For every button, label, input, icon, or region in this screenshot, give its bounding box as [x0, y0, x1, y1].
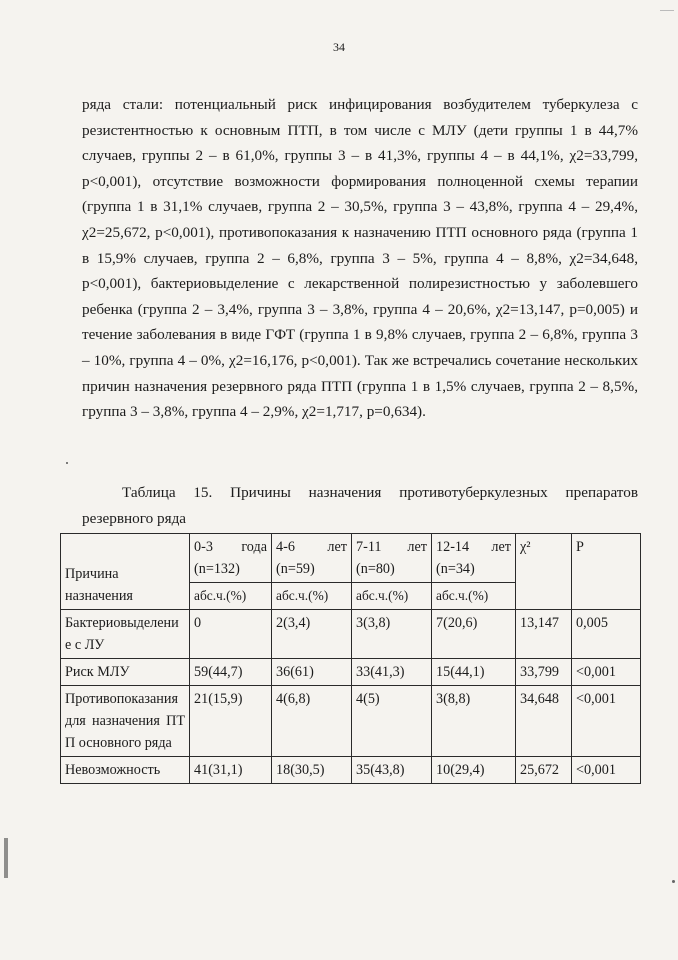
table-row — [61, 757, 641, 784]
scan-artifact — [672, 880, 675, 883]
header-group-4 — [432, 534, 516, 583]
cell-group-1: 0 — [190, 610, 272, 659]
scan-artifact — [66, 462, 68, 464]
table-caption — [82, 480, 638, 531]
cell-group-2: 36(61) — [272, 659, 352, 686]
header-group-2-age: 4-6 лет — [276, 539, 347, 555]
cell-group-1: 59(44,7) — [190, 659, 272, 686]
cell-group-3: 4(5) — [352, 686, 432, 757]
table-row — [61, 686, 641, 757]
header-group-4-age: 12-14 лет — [436, 539, 511, 555]
cell-group-1: 21(15,9) — [190, 686, 272, 757]
table-caption-line-1: Таблица 15. Причины назначения противотуберкулезных препаратов — [122, 484, 638, 501]
header-group-4-n: (n=34) — [436, 561, 475, 577]
scan-artifact — [660, 10, 674, 11]
header-group-3-age: 7-11 лет — [356, 539, 427, 555]
row-reason: Риск МЛУ — [61, 659, 190, 686]
cell-group-2: 18(30,5) — [272, 757, 352, 784]
header-chi-square: χ² — [516, 534, 572, 610]
cell-group-2: 2(3,4) — [272, 610, 352, 659]
cell-group-1: 41(31,1) — [190, 757, 272, 784]
page-number: 34 — [333, 40, 345, 54]
header-group-2-n: (n=59) — [276, 561, 315, 577]
table-row — [61, 610, 641, 659]
cell-chi-square: 33,799 — [516, 659, 572, 686]
cell-group-4: 3(8,8) — [432, 686, 516, 757]
table-header-row — [61, 534, 641, 583]
cell-p-value: <0,001 — [572, 659, 641, 686]
header-reason: Причина назначения — [61, 534, 190, 610]
cell-p-value: 0,005 — [572, 610, 641, 659]
cell-group-3: 33(41,3) — [352, 659, 432, 686]
scan-artifact — [4, 838, 8, 878]
row-reason: Противопоказания для назначения ПТП основного ряда — [61, 686, 190, 757]
cell-p-value: <0,001 — [572, 686, 641, 757]
table-row — [61, 659, 641, 686]
row-reason: Бактериовыделение с ЛУ — [61, 610, 190, 659]
body-paragraph: ряда стали: потенциальный риск инфицирования возбудителем туберкулеза с резистентностью к основным ПТП, в том числе с МЛУ (дети группы 1 в 44,7% случаев, группы 2 – в 61,0%, группы 3 – в 41,3%, группы 4 – в 44,1%, χ2=33,799, р<0,001), отсутствие возможности формирования полноценной схемы терапии (группа 1 в 31,1% случаев, группа 2 – 30,5%, группа 3 – 43,8%, группа 4 – 29,4%, χ2=25,672, р<0,001), противопоказания к назначению ПТП основного ряда (группа 1 в 15,9% случаев, группа 2 – 6,8%, группа 3 – 5%, группа 4 – 8,8%, χ2=34,648, р<0,001), бактериовыделение с лекарственной полирезистностью у заболевшего ребенка (группа 2 – 3,4%, группа 3 – 3,8%, группа 4 – 20,6%, χ2=13,147, р=0,005) и течение заболевания в виде ГФТ (группа 1 в 9,8% случаев, группа 2 – 6,8%, группа 3 – 10%, группа 4 – 0%, χ2=16,176, р<0,001). Так же встречались сочетание нескольких причин назначения резервного ряда ПТП (группа 1 в 1,5% случаев, группа 2 – 8,5%, группа 3 – 3,8%, группа 4 – 2,9%, χ2=1,717, р=0,634). — [82, 96, 638, 421]
cell-group-3: 35(43,8) — [352, 757, 432, 784]
cell-chi-square: 13,147 — [516, 610, 572, 659]
table-caption-line-2: резервного ряда — [82, 509, 187, 527]
cell-p-value: <0,001 — [572, 757, 641, 784]
row-reason: Невозможность — [61, 757, 190, 784]
header-group-1 — [190, 534, 272, 583]
header-p-value: P — [572, 534, 641, 610]
cell-chi-square: 34,648 — [516, 686, 572, 757]
cell-group-4: 15(44,1) — [432, 659, 516, 686]
unit-group-3: абс.ч.(%) — [352, 583, 432, 610]
unit-group-4: абс.ч.(%) — [432, 583, 516, 610]
header-group-1-age: 0-3 года — [194, 539, 267, 555]
cell-group-2: 4(6,8) — [272, 686, 352, 757]
header-group-3 — [352, 534, 432, 583]
header-group-1-n: (n=132) — [194, 561, 240, 577]
cell-group-3: 3(3,8) — [352, 610, 432, 659]
reasons-table — [60, 533, 641, 784]
header-group-2 — [272, 534, 352, 583]
unit-group-2: абс.ч.(%) — [272, 583, 352, 610]
header-group-3-n: (n=80) — [356, 561, 395, 577]
cell-group-4: 7(20,6) — [432, 610, 516, 659]
cell-chi-square: 25,672 — [516, 757, 572, 784]
unit-group-1: абс.ч.(%) — [190, 583, 272, 610]
cell-group-4: 10(29,4) — [432, 757, 516, 784]
